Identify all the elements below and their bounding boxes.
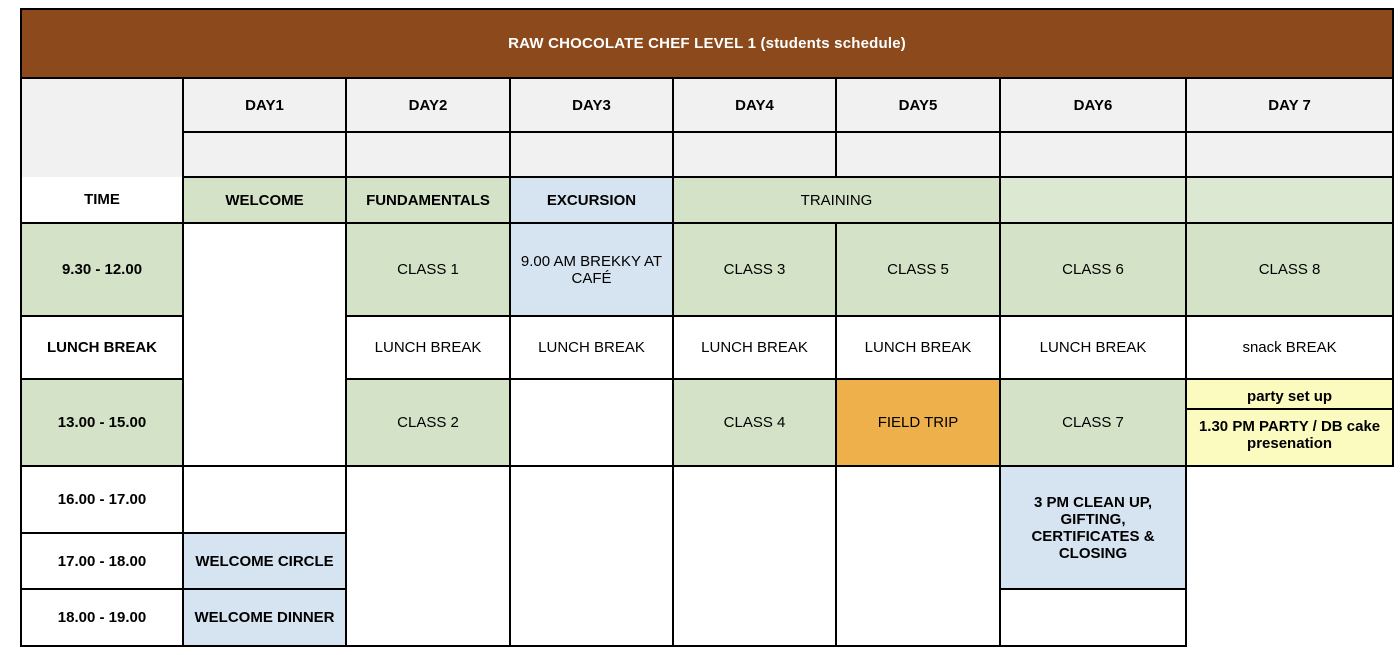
late-afternoon-row (21, 466, 1393, 533)
day7-party-setup: party set up (1187, 385, 1392, 410)
schedule-table (20, 8, 1394, 647)
day3-morning: 9.00 AM BREKKY AT CAFÉ (510, 223, 673, 316)
day6-morning: CLASS 6 (1000, 223, 1186, 316)
day7-closing: 3 PM CLEAN UP, GIFTING, CERTIFICATES & CLOSING (1000, 466, 1186, 589)
time-slot-5: 18.00 - 19.00 (21, 589, 183, 646)
banner-excursion: EXCURSION (510, 177, 673, 224)
day-header-day4: DAY4 (673, 78, 836, 133)
day2-late-blank (183, 466, 346, 533)
time-column-label: TIME (21, 177, 183, 224)
day-header-day5: DAY5 (836, 78, 1000, 133)
day3-lunch: LUNCH BREAK (510, 316, 673, 379)
day7-lunch: snack BREAK (1186, 316, 1393, 379)
day-header-day2: DAY2 (346, 78, 510, 133)
time-slot-3: 16.00 - 17.00 (21, 466, 183, 533)
day-header-day6: DAY6 (1000, 78, 1186, 133)
day1-morning-blank (183, 223, 346, 466)
time-header-cell (21, 78, 183, 133)
day-header-row (21, 78, 1393, 133)
day4-morning: CLASS 3 (673, 223, 836, 316)
time-slot-1: LUNCH BREAK (21, 316, 183, 379)
day-header-day1: DAY1 (183, 78, 346, 133)
banner-welcome: WELCOME (183, 177, 346, 224)
spacer-day2 (346, 132, 510, 176)
day7-evening-blank (1000, 589, 1186, 646)
time-slot-4: 17.00 - 18.00 (21, 533, 183, 590)
time-slot-2: 13.00 - 15.00 (21, 379, 183, 466)
day4-lunch: LUNCH BREAK (673, 316, 836, 379)
day3-late-blank (346, 466, 510, 646)
day5-late-blank (673, 466, 836, 646)
day1-welcome-circle: WELCOME CIRCLE (183, 533, 346, 590)
day1-welcome-dinner: WELCOME DINNER (183, 589, 346, 646)
spacer-day5 (836, 132, 1000, 176)
day2-afternoon: CLASS 2 (346, 379, 510, 466)
day-header-day3: DAY3 (510, 78, 673, 133)
day2-morning: CLASS 1 (346, 223, 510, 316)
morning-row (21, 223, 1393, 316)
title-row (21, 9, 1393, 78)
spacer-day3 (510, 132, 673, 176)
day3-afternoon-blank (510, 379, 673, 466)
day2-lunch: LUNCH BREAK (346, 316, 510, 379)
time-slot-0: 9.30 - 12.00 (21, 223, 183, 316)
spacer-day7 (1186, 132, 1393, 176)
banner-fundamentals: FUNDAMENTALS (346, 177, 510, 224)
day-header-day7: DAY 7 (1186, 78, 1393, 133)
spacer-day1 (183, 132, 346, 176)
spacer-time-cell (21, 132, 183, 176)
spacer-day6 (1000, 132, 1186, 176)
day4-late-blank (510, 466, 673, 646)
day5-morning: CLASS 5 (836, 223, 1000, 316)
banner-training: TRAINING (673, 177, 1000, 224)
day5-lunch: LUNCH BREAK (836, 316, 1000, 379)
banner-day6-blank (1000, 177, 1186, 224)
day6-late-blank (836, 466, 1000, 646)
banner-row (21, 177, 1393, 224)
day4-afternoon: CLASS 4 (673, 379, 836, 466)
day6-lunch: LUNCH BREAK (1000, 316, 1186, 379)
spacer-day4 (673, 132, 836, 176)
banner-day7-blank (1186, 177, 1393, 224)
day7-party-presentation: 1.30 PM PARTY / DB cake presenation (1198, 418, 1381, 452)
day5-afternoon-field-trip: FIELD TRIP (836, 379, 1000, 466)
page-title: RAW CHOCOLATE CHEF LEVEL 1 (students schedule) (21, 9, 1393, 78)
day7-afternoon-party-cell (1186, 379, 1393, 466)
day6-afternoon: CLASS 7 (1000, 379, 1186, 466)
spacer-row (21, 132, 1393, 176)
day7-morning: CLASS 8 (1186, 223, 1393, 316)
